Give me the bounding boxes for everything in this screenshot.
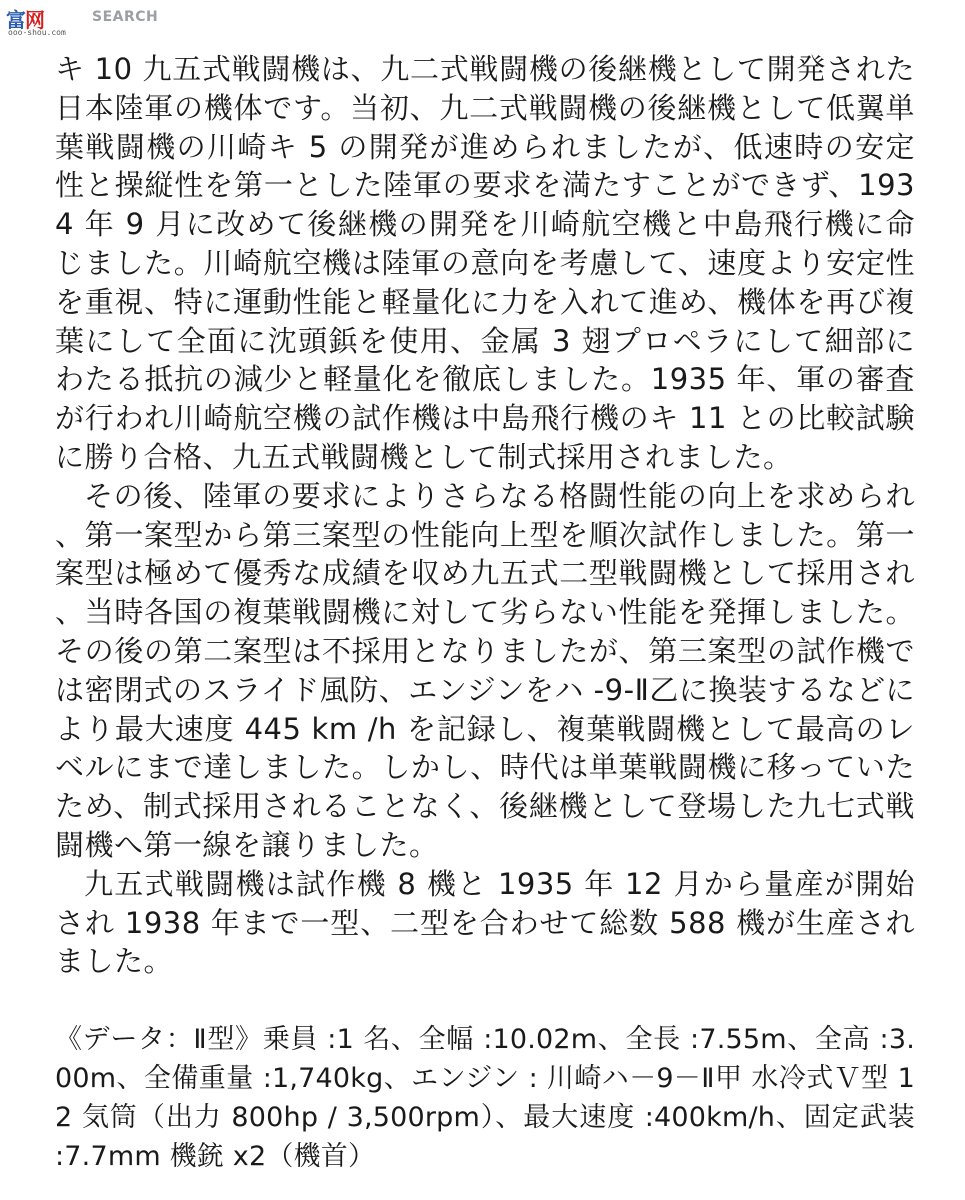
article-body xyxy=(55,50,915,1176)
paragraph-production: 九五式戦闘機は試作機 8 機と 1935 年 12 月から量産が開始され 1938 年まで一型、二型を合わせて総数 588 機が生産されました。 xyxy=(55,866,915,979)
spec-data: 《データ：Ⅱ型》乗員 :1 名、全幅 :10.02m、全長 :7.55m、全高 :3.00m、全備重量 :1,740kg、エンジン : 川崎ハ－9－Ⅱ甲 水冷式Ｖ型 12 気筒（出力 800hp / 3,500rpm）、最大速度 :400km/h、固定武装 :7.7mm 機銃 x2（機首） xyxy=(55,1024,915,1172)
paragraph-development: その後、陸軍の要求によりさらなる格闘性能の向上を求められ、第一案型から第三案型の性能向上型を順次試作しました。第一案型は極めて優秀な成績を収め九五式二型戦闘機として採用され、当時各国の複葉戦闘機に対して劣らない性能を発揮しました。その後の第二案型は不採用となりましたが、第三案型の試作機では密閉式のスライド風防、エンジンをハ -9-Ⅱ乙に換装するなどにより最大速度 445 km /h を記録し、複葉戦闘機として最高のレベルにまで達しました。しかし、時代は単葉戦闘機に移っていたため、制式採用されることなく、後継機として登場した九七式戦闘機へ第一線を譲りました。 xyxy=(55,478,915,862)
paragraph-intro: キ 10 九五式戦闘機は、九二式戦闘機の後継機として開発された日本陸軍の機体です。当初、九二式戦闘機の後継機として低翼単葉戦闘機の川崎キ 5 の開発が進められましたが、低速時の安定性と操縦性を第一とした陸軍の要求を満たすことができず、1934 年 9 月に改めて後継機の開発を川崎航空機と中島飛行機に命じました。川崎航空機は陸軍の意向を考慮して、速度より安定性を重視、特に運動性能と軽量化に力を入れて進め、機体を再び複葉にして全面に沈頭鋲を使用、金属 3 翅プロペラにして細部にわたる抵抗の減少と軽量化を徹底しました。1935 年、軍の審査が行われ川崎航空機の試作機は中島飛行機のキ 11 との比較試験に勝り合格、九五式戦闘機として制式採用されました。 xyxy=(55,52,915,474)
logo-subtitle: ooo-shou.com xyxy=(8,28,66,37)
logo-search-text: SEARCH xyxy=(92,9,159,25)
site-logo[interactable] xyxy=(6,4,206,40)
logo-mark-main: 富 xyxy=(6,8,25,32)
section-spacer xyxy=(55,981,915,1021)
logo-mark-red: 网 xyxy=(25,8,44,32)
